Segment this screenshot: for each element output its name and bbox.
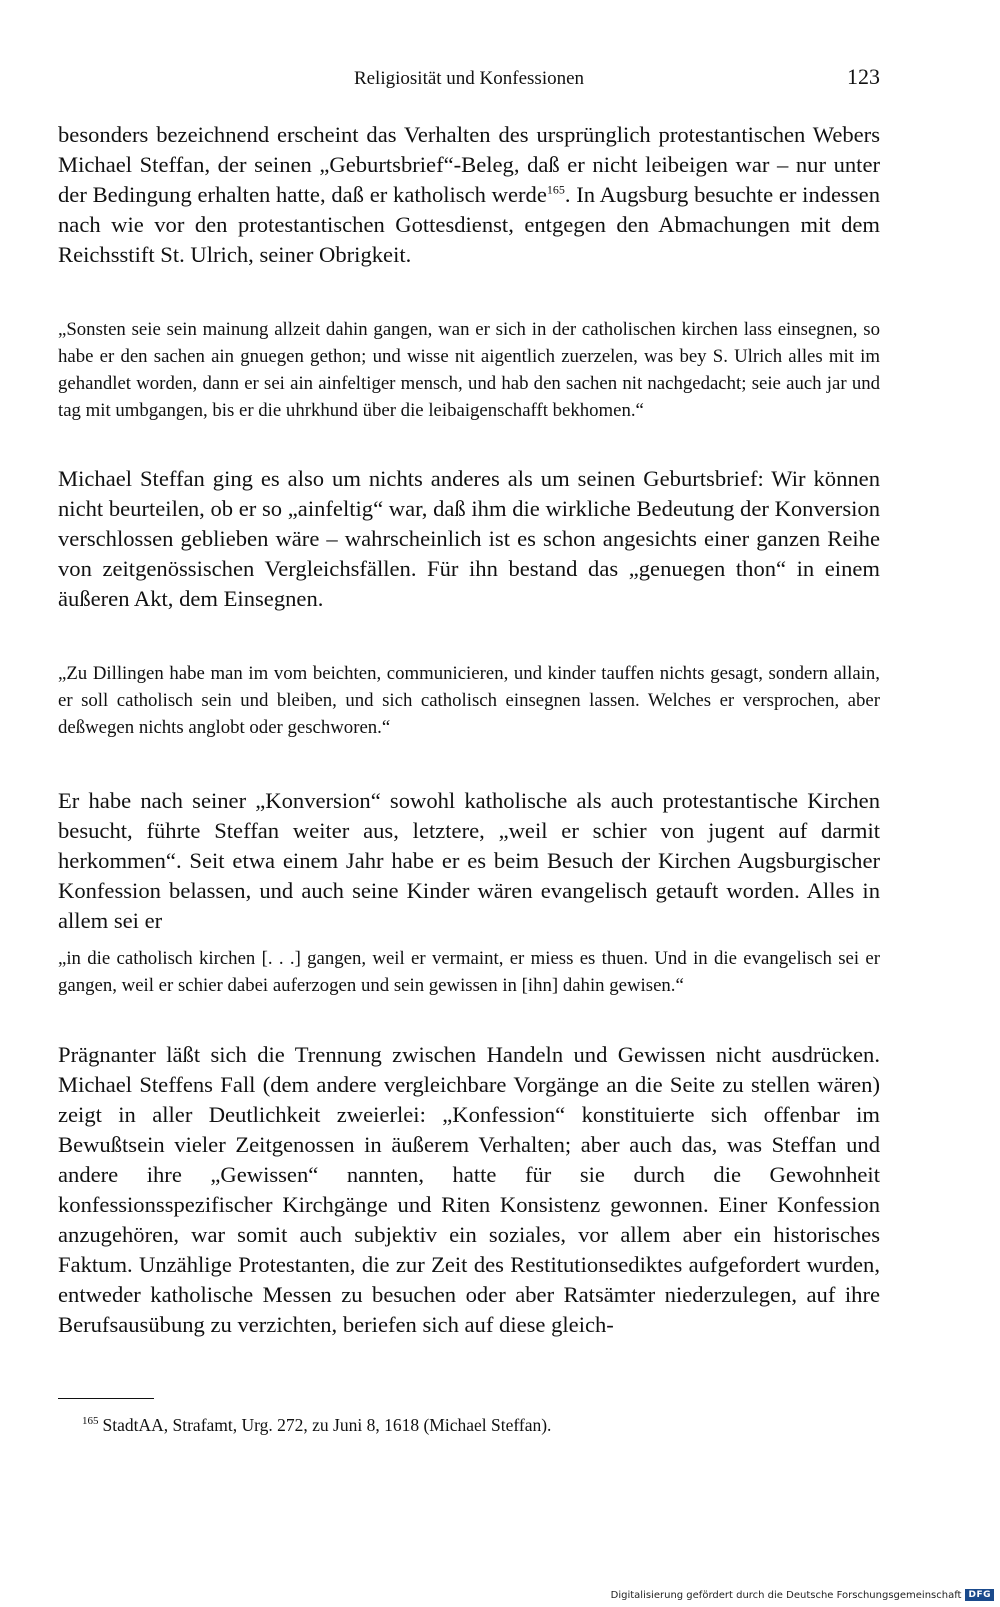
paragraph-2: Michael Steffan ging es also um nichts anderes als um seinen Geburtsbrief: Wir können nicht beurteilen, ob er so „ainfeltig“ war, daß ihm die wirkliche Bedeutung der Konversion verschlossen geblieben wäre – wahrscheinlich ist es schon angesichts einer ganzen Reihe von zeitgenössischen Vergleichsfällen. Für ihn bestand das „genuegen thon“ in einem äußeren Akt, dem Einsegnen. [58,466,880,611]
paragraph-1-text-b: . In Augsburg besuchte er indessen nach wie vor den protestantischen Gottesdienst, entgegen den Abmachungen mit dem Reichsstift St. Ulrich, seiner Obrigkeit. [58,182,880,267]
block-quote-2: „Zu Dillingen habe man im vom beichten, communicieren, und kinder tauffen nichts gesagt, sondern allain, er soll catholisch sein und bleiben, und sich catholisch einsegnen lassen. Welches er versprochen, aber deßwegen nichts anglobt oder geschworen.“ [58,663,880,738]
footnote-number: 165 [82,1415,99,1428]
block-quote-1: „Sonsten seie sein mainung allzeit dahin gangen, wan er sich in der catholischen kirchen lass einsegnen, so habe er den sachen ain gnuegen gethon; und wisse nit aigentlich zuerzelen, was bey S. Ulrich alles mit im gehandlet worden, dann er sei ain ainfeltiger mensch, und hab den sachen nit nachgedacht; seie auch jar und tag mit umbgangen, bis er die uhrkhund über die leibaigenschafft bekhomen.“ [58,319,880,421]
block-quote-3: „in die catholisch kirchen [. . .] gangen, weil er vermaint, er miess es thuen. Und in die evangelisch sei er gangen, weil er schier dabei auferzogen und sein gewissen in [ihn] dahin gewisen.“ [58,948,880,996]
dfg-logo-icon: DFG [965,1589,994,1601]
footnote-ref-165[interactable]: 165 [546,182,565,197]
footnote-165 [82,1413,551,1437]
running-header [58,64,880,94]
footnote-text: StadtAA, Strafamt, Urg. 272, zu Juni 8, 1618 (Michael Steffan). [102,1415,552,1435]
paragraph-1 [58,120,880,270]
paragraph-1-text-a: besonders bezeichnend erscheint das Verhalten des ursprünglich protestantischen Webers Michael Steffan, der seinen „Geburtsbrief“-Beleg, daß er nicht leibeigen war – nur unter der Bedingung erhalten hatte, daß er katholisch werde [58,122,880,207]
digitization-watermark [611,1589,994,1601]
running-title: Religiosität und Konfessionen [353,68,585,89]
watermark-text: Digitalisierung gefördert durch die Deutsche Forschungsgemeinschaft [610,1589,962,1601]
paragraph-3: Er habe nach seiner „Konversion“ sowohl katholische als auch protestantische Kirchen besucht, führte Steffan weiter aus, letztere, „weil er schier von jugent auf darmit herkommen“. Seit etwa einem Jahr habe er es beim Besuch der Kirchen Augsburgischer Konfession belassen, und auch seine Kinder wären evangelisch getauft worden. Alles in allem sei er [58,788,880,933]
page-number: 123 [847,64,880,89]
footnote-divider [58,1398,154,1399]
paragraph-4: Prägnanter läßt sich die Trennung zwischen Handeln und Gewissen nicht ausdrücken. Michael Steffens Fall (dem andere vergleichbare Vorgänge an die Seite zu stellen wären) zeigt in aller Deutlichkeit zweierlei: „Konfession“ konstituierte sich offenbar im Bewußtsein vieler Zeitgenossen in äußerem Verhalten; aber auch das, was Steffan und andere ihre „Gewissen“ nannten, hatte für sie durch die Gewohnheit konfessionsspezifischer Kirchgänge und Riten Konsistenz gewonnen. Einer Konfession anzugehören, war somit auch subjektiv ein soziales, vor allem aber ein historisches Faktum. Unzählige Protestanten, die zur Zeit des Restitutionsediktes aufgefordert wurden, entweder katholische Messen zu besuchen oder aber Ratsämter niederzulegen, auf ihre Berufsausübung zu verzichten, beriefen sich auf diese gleich- [58,1042,880,1337]
